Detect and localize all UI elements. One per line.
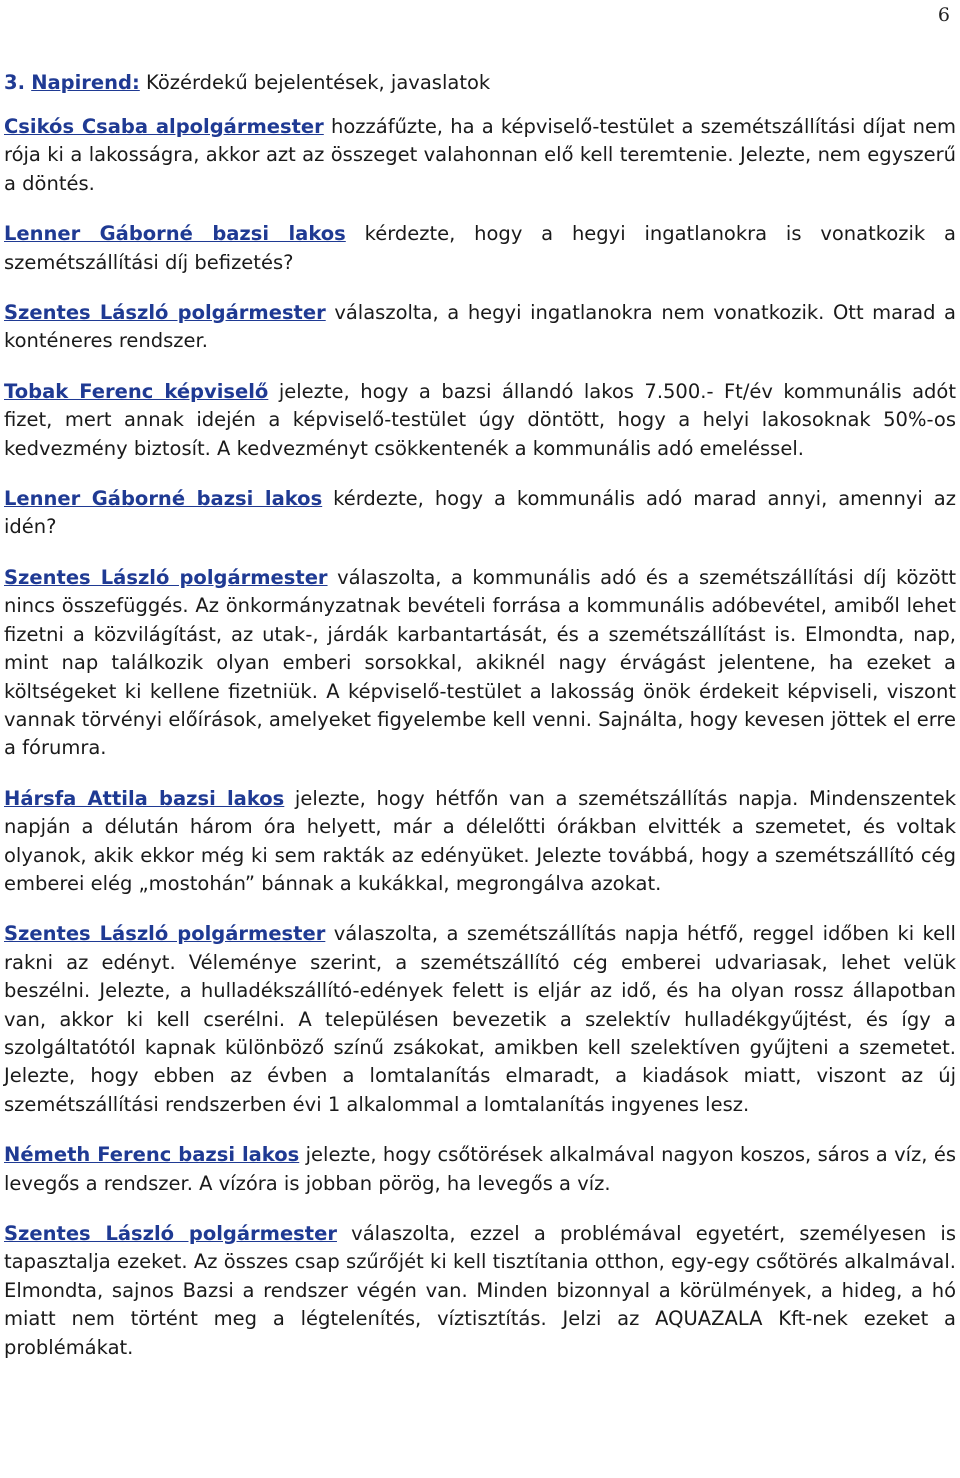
paragraph-text: válaszolta, a kommunális adó és a szemétszállítási díj között nincs összefüggés. Az önkormányzatnak bevételi forrása a kommunális adóbevétel, amiből lehet fizetni a közvilágítást, az utak-, járdák karbantartását, és a szemétszállítást is. Elmondta, nap, mint nap találkozik olyan emberi sorsokkal, akiknél nagy érvágást jelentene, ha ezeket a költségeket ki kellene fizetniük. A képviselő-testület a lakosság önök érdekeit képviseli, viszont vannak törvényi előírások, amelyeket figyelembe kell venni. Sajnálta, hogy kevesen jöttek el erre a fórumra. <box>4 565 956 760</box>
paragraph <box>4 485 956 542</box>
paragraph <box>4 378 956 463</box>
paragraph <box>4 1141 956 1198</box>
paragraph-text: kérdezte, hogy a hegyi ingatlanokra is vonatkozik a szemétszállítási díj befizetés? <box>4 222 956 274</box>
paragraph <box>4 299 956 356</box>
speaker-name: Szentes László polgármester <box>4 565 328 589</box>
speaker-name: Hársfa Attila bazsi lakos <box>4 786 285 810</box>
agenda-label: Napirend: <box>31 71 140 94</box>
agenda-number: 3. <box>4 71 25 94</box>
speaker-name: Szentes László polgármester <box>4 922 326 946</box>
speaker-name: Lenner Gáborné bazsi lakos <box>4 222 346 246</box>
page-number: 6 <box>937 4 950 26</box>
speaker-name: Szentes László polgármester <box>4 301 326 325</box>
paragraph <box>4 1220 956 1362</box>
paragraph-text: kérdezte, hogy a kommunális adó marad annyi, amennyi az idén? <box>4 487 956 539</box>
paragraph-text: jelezte, hogy csőtörések alkalmával nagyon koszos, sáros a víz, és levegős a rendszer. A vízóra is jobban pörög, ha levegős a víz. <box>4 1143 956 1195</box>
speaker-name: Csikós Csaba alpolgármester <box>4 115 324 138</box>
paragraph <box>4 564 956 763</box>
agenda-title: Közérdekű bejelentések, javaslatok <box>146 71 491 94</box>
paragraph-text: válaszolta, a hegyi ingatlanokra nem vonatkozik. Ott marad a konténeres rendszer. <box>4 301 956 353</box>
speaker-name: Tobak Ferenc képviselő <box>4 379 269 403</box>
speaker-name: Szentes László polgármester <box>4 1222 337 1245</box>
paragraph <box>4 113 956 198</box>
paragraph-text: jelezte, hogy a bazsi állandó lakos 7.500.- Ft/év kommunális adót fizet, mert annak idején a képviselő-testület úgy döntött, hogy a helyi lakosoknak 50%-os kedvezmény biztosít. A kedvezményt csökkentenék a kommunális adó emeléssel. <box>4 379 956 460</box>
speaker-name: Lenner Gáborné bazsi lakos <box>4 487 323 511</box>
document-body <box>4 68 956 1384</box>
agenda-heading <box>4 68 956 97</box>
paragraph-text: hozzáfűzte, ha a képviselő-testület a szemétszállítási díjat nem rója ki a lakosságra, akkor azt az összeget valahonnan elő kell teremtenie. Jelezte, nem egyszerű a döntés. <box>4 115 956 195</box>
paragraph <box>4 920 956 1119</box>
paragraph-text: válaszolta, a szemétszállítás napja hétfő, reggel időben ki kell rakni az edényt. Véleménye szerint, a szemétszállító cég emberei udvariasak, lehet velük beszélni. Jelezte, a hulladékszállító-edények felett is eljár az idő, és ha olyan rossz állapotban van, akkor ki kell cserélni. A településen bevezetik a szelektív hulladékgyűjtést, és így a szolgáltatótól kapnak különböző színű zsákokat, amikben kell szelektíven gyűjteni a szemetet. Jelezte, hogy ebben az évben a lomtalanítás elmaradt, a kiadások miatt, viszont az új szemétszállítási rendszerben évi 1 alkalommal a lomtalanítás ingyenes lesz. <box>4 922 956 1116</box>
paragraph <box>4 785 956 899</box>
paragraph-text: válaszolta, ezzel a problémával egyetért, személyesen is tapasztalja ezeket. Az összes csap szűrőjét ki kell tisztítania otthon, egy-egy csőtörés alkalmával. Elmondta, sajnos Bazsi a rendszer végén van. Minden bizonnyal a körülmények, a hideg, a hó miatt nem történt meg a légtelenítés, víztisztítás. Jelzi az AQUAZALA Kft-nek ezeket a problémákat. <box>4 1222 956 1359</box>
paragraph-text: jelezte, hogy hétfőn van a szemétszállítás napja. Mindenszentek napján a délután három óra helyett, már a délelőtti órákban elvitték a szemetet, és voltak olyanok, akik ekkor még ki sem rakták az edényüket. Jelezte továbbá, hogy a szemétszállító cég emberei elég „mostohán” bánnak a kukákkal, megrongálva azokat. <box>4 786 956 895</box>
paragraph <box>4 220 956 277</box>
speaker-name: Németh Ferenc bazsi lakos <box>4 1143 300 1167</box>
